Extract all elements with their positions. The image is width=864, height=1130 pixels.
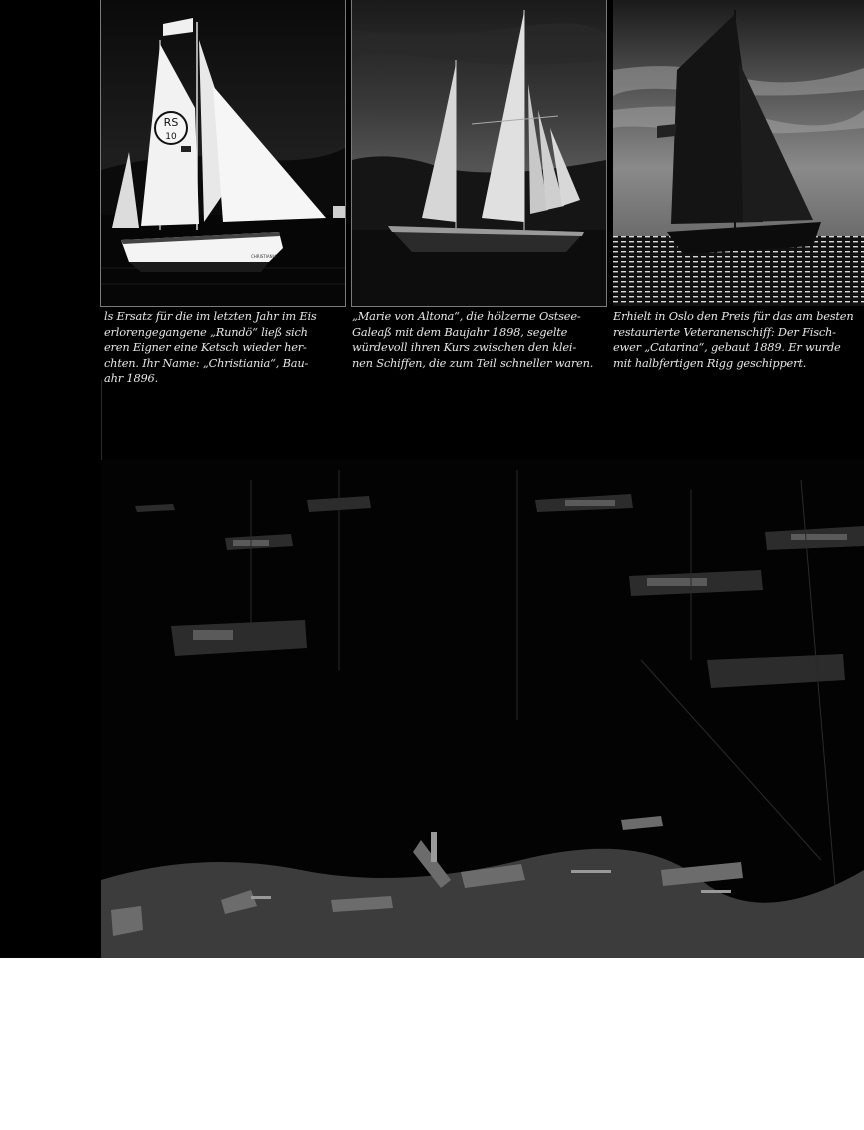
photo-harbor-fleet xyxy=(101,460,864,958)
caption-christiania xyxy=(104,309,344,387)
caption-line: chten. Ihr Name: „Christiania“, Bau- xyxy=(104,355,309,370)
hull-name: CHRISTIANIA xyxy=(251,254,277,259)
galeass-photo-illustration xyxy=(352,0,606,306)
caption-line: ahr 1896. xyxy=(104,371,159,386)
photo-christiania xyxy=(101,0,345,306)
harbor-photo-illustration xyxy=(101,460,864,958)
ketch-photo-illustration xyxy=(101,0,345,306)
caption-line: würdevoll ihren Kurs zwischen den klei- xyxy=(352,340,577,355)
sail-number-top: RS xyxy=(163,116,179,129)
caption-line: eren Eigner eine Ketsch wieder her- xyxy=(104,340,307,355)
photo-marie-von-altona xyxy=(352,0,606,306)
caption-line: mit halbfertigen Rigg geschippert. xyxy=(613,355,807,370)
caption-line: nen Schiffen, die zum Teil schneller waren. xyxy=(352,355,594,370)
caption-line: erlorengegangene „Rundö“ ließ sich xyxy=(104,324,308,339)
caption-line: Galeaß mit dem Baujahr 1898, segelte xyxy=(352,324,568,339)
caption-line: ls Ersatz für die im letzten Jahr im Eis xyxy=(104,309,317,323)
sail-number-bottom: 10 xyxy=(165,132,177,142)
fischewer-photo-illustration xyxy=(613,0,864,306)
caption-line: ewer „Catarina“, gebaut 1889. Er wurde xyxy=(613,340,841,355)
caption-line: Erhielt in Oslo den Preis für das am besten xyxy=(613,309,854,323)
caption-line: „Marie von Altona“, die hölzerne Ostsee- xyxy=(352,309,581,323)
photo-catarina xyxy=(613,0,864,306)
caption-catarina xyxy=(613,309,864,371)
caption-marie-von-altona xyxy=(352,309,606,371)
caption-line: restaurierte Veteranenschiff: Der Fisch- xyxy=(613,324,836,339)
